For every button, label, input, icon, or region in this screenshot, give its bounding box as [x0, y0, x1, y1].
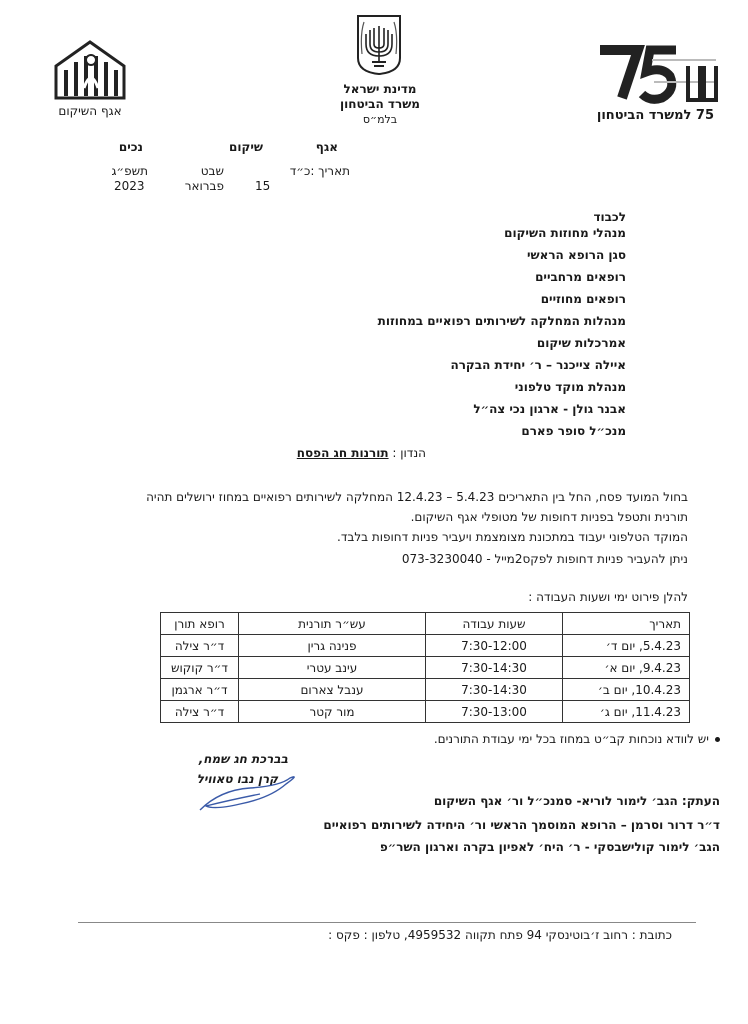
- hours-value: 7:30-14:30: [461, 660, 527, 675]
- subject-line: [297, 446, 426, 460]
- state-emblem-icon: [354, 14, 404, 76]
- recipient-item: סגן הרופא הראשי: [526, 248, 626, 262]
- dept-value-2: נכים: [118, 140, 143, 154]
- cell-doctor: ד״ר צילה: [161, 635, 239, 657]
- body-paragraph-1-cont: תורנית ותטפל בפניות דחופות של מטופלי אגף השיקום.: [410, 510, 688, 524]
- recipients-to: לכבוד: [593, 210, 626, 224]
- dept-value-1: שיקום: [229, 140, 263, 154]
- rehab-logo-icon: [50, 38, 130, 102]
- date-month: פברואר: [184, 179, 224, 193]
- logo-75-years: [592, 40, 722, 130]
- cell-hours: [426, 701, 563, 723]
- date-hebrew-month: שבט: [200, 164, 224, 178]
- classification-label: בלמ״ס: [362, 113, 398, 126]
- footer-divider: [78, 922, 696, 923]
- table-row: [161, 679, 690, 701]
- signature-scribble-icon: [190, 770, 310, 820]
- table-intro: להלן פירוט ימי ושעות העבודה :: [528, 590, 688, 604]
- recipient-item: מנכ״ל סופר פארם: [521, 424, 626, 438]
- date-day: 15: [255, 179, 271, 193]
- cell-doctor: ד״ר קוקוש: [161, 657, 239, 679]
- dept-label: אגף: [315, 140, 338, 154]
- closing-greeting: בברכת חג שמח,: [198, 752, 288, 766]
- recipient-item: מנהלי מחוזות השיקום: [504, 226, 626, 240]
- fax-text: ניתן להעביר פניות דחופות לפקס2מייל -: [486, 552, 688, 566]
- header-staff: עש״ר תורנית: [239, 613, 426, 635]
- cc-line-2: ד״ר דרור וסרמן – הרופא המוסמך הראשי ור׳ היחידה לשירותים רפואיים: [323, 818, 720, 832]
- date-year: 2023: [114, 179, 145, 193]
- hours-value: 7:30-13:00: [461, 704, 527, 719]
- table-row: [161, 701, 690, 723]
- cell-date: 5.4.23, יום ד׳: [563, 635, 690, 657]
- hours-value: 7:30-14:30: [461, 682, 527, 697]
- date-hebrew-year: תשפ״ג: [111, 164, 148, 178]
- fax-number: 073-3230040: [401, 552, 483, 566]
- cell-date: 9.4.23, יום א׳: [563, 657, 690, 679]
- cc-line-1: [434, 794, 720, 808]
- recipient-item: רופאים מרחביים: [535, 270, 626, 284]
- body-paragraph-3: [48, 552, 688, 566]
- subject-text: תורנות חג הפסח: [296, 446, 389, 460]
- body-paragraph-2: המוקד הטלפוני יעבוד במתכונת מצומצמת ויעביר פניות דחופות בלבד.: [337, 530, 688, 544]
- security-note: [60, 732, 720, 746]
- duty-schedule-table: [160, 612, 690, 723]
- recipient-item: מנהלות המחלקה לשירותים רפואיים במחוזות: [377, 314, 626, 328]
- cell-hours: [426, 657, 563, 679]
- cell-hours: [426, 679, 563, 701]
- recipient-item: אמרכלות שיקום: [536, 336, 626, 350]
- cell-staff: עינב עטרי: [239, 657, 426, 679]
- department-row: [0, 140, 748, 158]
- cell-hours: [426, 635, 563, 657]
- recipient-item: אבנר גולן - ארגון נכי צה״ל: [473, 402, 626, 416]
- recipient-item: איילה צייכנר – ר׳ יחידת הבקרה: [450, 358, 626, 372]
- logo-75-icon: [592, 40, 722, 110]
- date-block: [0, 164, 748, 198]
- cell-staff: פנינה גרין: [239, 635, 426, 657]
- cell-doctor: ד״ר צילה: [161, 701, 239, 723]
- cell-staff: ענבל צארום: [239, 679, 426, 701]
- cc-recipient: הגב׳ לימור לוריא- סמנכ״ל ור׳ אגף השיקום: [433, 794, 678, 808]
- recipient-item: מנהלת מוקד טלפוני: [514, 380, 626, 394]
- cell-staff: מור קטר: [239, 701, 426, 723]
- body-paragraph-1: בחול המועד פסח, החל בין התאריכים 5.4.23 – 12.4.23 המחלקה לשירותים רפואיים במחוז ירושלים תהיה: [146, 490, 688, 504]
- hours-value: 7:30-12:00: [461, 638, 527, 653]
- cell-date: 10.4.23, יום ב׳: [563, 679, 690, 701]
- date-label: תאריך :כ״ד: [289, 164, 350, 178]
- rehab-dept-logo: [50, 38, 130, 120]
- cc-label: העתק:: [681, 794, 720, 808]
- bullet-icon: [715, 737, 720, 742]
- cc-line-3: הגב׳ לימור קולישבסקי - ר׳ היח׳ לאפיון בקרה וארגון השר״פ: [379, 840, 720, 854]
- state-name: מדינת ישראל: [343, 82, 417, 96]
- header-hours: שעות עבודה: [426, 613, 563, 635]
- cell-date: 11.4.23, יום ג׳: [563, 701, 690, 723]
- subject-label: הנדון :: [392, 446, 426, 460]
- signer-name: קרן נבו טאוויל: [196, 772, 278, 786]
- header-doctor: רופא תורן: [161, 613, 239, 635]
- note-text: יש לוודא נוכחות קב״ט במחוז בכל ימי עבודת התורנים.: [433, 732, 709, 746]
- table-row: [161, 635, 690, 657]
- ministry-name: משרד הביטחון: [340, 97, 420, 111]
- footer-address: כתובת : רחוב ז׳בוטינסקי 94 פתח תקווה 4959532, טלפון : פקס :: [328, 928, 672, 942]
- table-header-row: [161, 613, 690, 635]
- rehab-logo-caption: אגף השיקום: [58, 104, 122, 118]
- cell-doctor: ד״ר ארגמן: [161, 679, 239, 701]
- recipient-item: רופאים מחוזיים: [540, 292, 626, 306]
- header-date: תאריך: [563, 613, 690, 635]
- logo-75-caption: 75 למשרד הביטחון: [596, 108, 714, 123]
- table-row: [161, 657, 690, 679]
- ministry-header: [300, 82, 460, 127]
